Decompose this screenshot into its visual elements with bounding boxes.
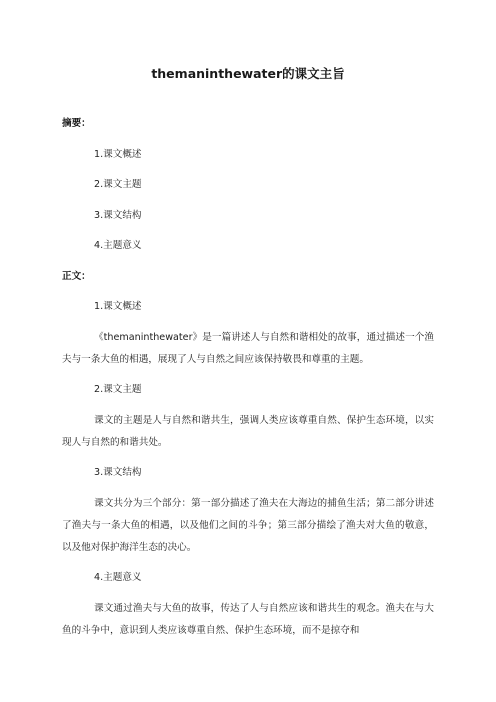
abstract-item: 4.主题意义: [94, 240, 142, 251]
section-heading: 4.主题意义: [94, 572, 142, 583]
section-heading: 3.课文结构: [94, 467, 142, 478]
abstract-item: 2.课文主题: [94, 179, 142, 190]
section-heading: 2.课文主题: [94, 384, 142, 395]
document-content: [62, 113, 434, 650]
abstract-item: 1.课文概述: [94, 148, 142, 160]
abstract-item: 3.课文结构: [94, 209, 142, 221]
abstract-heading: 摘要：: [62, 118, 91, 129]
section-paragraph: 课文的主题是人与自然和谐共生，强调人类应该尊重自然、保护生态环境，以实现人与自然的和谐共处。: [62, 414, 434, 448]
section-paragraph: 课文共分为三个部分：第一部分描述了渔夫在大海边的捕鱼生活；第二部分讲述了渔夫与一条大鱼的相遇，以及他们之间的斗争；第三部分描绘了渔夫对大鱼的敬意，以及他对保护海洋生态的决心。: [62, 497, 434, 553]
section-paragraph: 《themaninthewater》是一篇讲述人与自然和谐相处的故事，通过描述一个渔夫与一条大鱼的相遇，展现了人与自然之间应该保持敬畏和尊重的主题。: [62, 331, 434, 365]
body-heading: 正文：: [62, 270, 91, 282]
section-paragraph: 课文通过渔夫与大鱼的故事，传达了人与自然应该和谐共生的观念。渔夫在与大鱼的斗争中，意识到人类应该尊重自然、保护生态环境，而不是掠夺和: [62, 602, 434, 636]
section-heading: 1.课文概述: [94, 301, 142, 312]
document-title: themaninthewater的课文主旨: [151, 66, 345, 81]
